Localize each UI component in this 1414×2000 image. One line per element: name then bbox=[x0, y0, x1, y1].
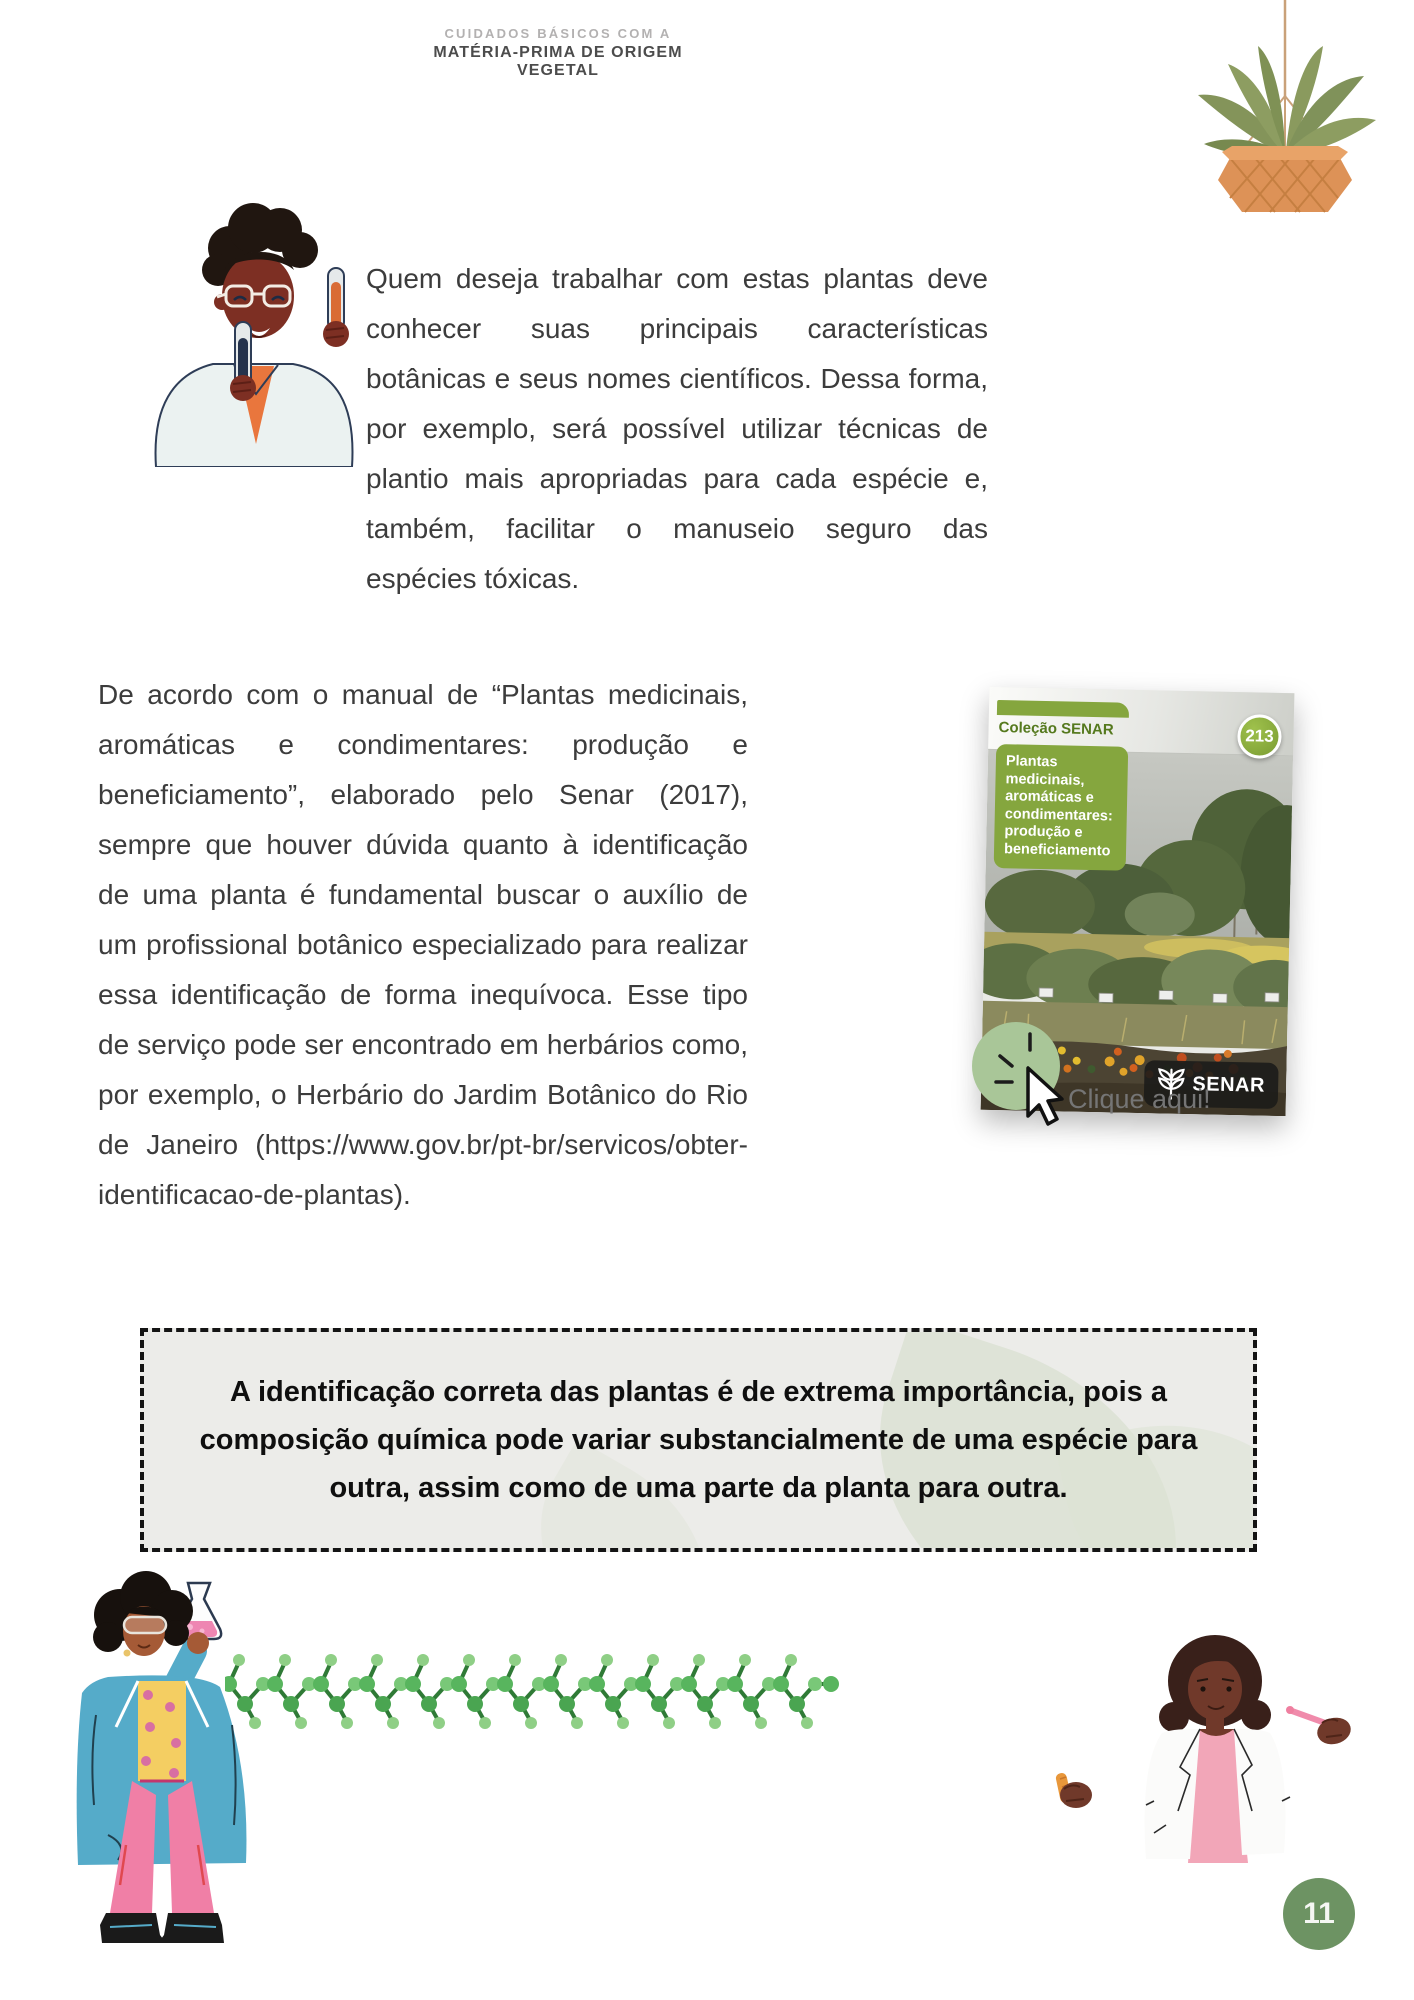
scientist-test-tubes-illustration bbox=[138, 182, 368, 467]
page-number-badge: 11 bbox=[1283, 1878, 1355, 1950]
cover-collection-label: Coleção SENAR bbox=[998, 719, 1114, 739]
intro-paragraph: Quem deseja trabalhar com estas plantas deve conhecer suas principais características botânicas e seus nomes científicos. Dessa forma, por exemplo, será possível utilizar técnicas de plantio mais apropriadas para cada espécie e, também, facilitar o manuseio seguro das espécies tóxicas. bbox=[366, 263, 988, 594]
scientist-pipette-illustration bbox=[1050, 1625, 1370, 1870]
holding-hand bbox=[1055, 1772, 1092, 1808]
cover-title: Plantas medicinais, aromáticas e condimentares: produção e beneficiamento bbox=[994, 744, 1129, 871]
header-kicker: CUIDADOS BÁSICOS COM A bbox=[444, 26, 672, 41]
plant-basket bbox=[1218, 146, 1352, 212]
plant-leaves bbox=[1198, 46, 1376, 157]
header-title: MATÉRIA-PRIMA DE ORIGEM VEGETAL bbox=[433, 44, 683, 79]
callout-box bbox=[140, 1328, 1257, 1552]
cover-issue-badge: 213 bbox=[1237, 714, 1282, 759]
hanging-plant-illustration bbox=[1180, 0, 1395, 215]
cta-clique-aqui[interactable]: Clique aqui! bbox=[1068, 1084, 1211, 1114]
callout-text: A identificação correta das plantas é de extrema importância, pois a composição química pode variar substancialmente de uma espécie para outra, assim como de uma parte da planta para outra. bbox=[199, 1376, 1198, 1504]
page-header bbox=[393, 26, 723, 80]
body-paragraph: De acordo com o manual de “Plantas medicinais, aromáticas e condimentares: produção e beneficiamento”, elaborado pelo Senar (2017), sempre que houver dúvida quanto à identificação de uma planta é fundamental buscar o auxílio de um profissional botânico especializado para realizar essa identificação de forma inequívoca. Esse tipo de serviço pode ser encontrado em herbários como, por exemplo, o Herbário do Jardim Botânico do Rio de Janeiro (https://www.gov.br/pt-br/servicos/obter-identificacao-de-plantas). bbox=[98, 679, 748, 1210]
molecule-chain-illustration bbox=[225, 1642, 845, 1737]
click-icon[interactable] bbox=[970, 1020, 1085, 1132]
scientist-flask-illustration bbox=[48, 1565, 278, 1950]
test-tube-orange bbox=[323, 268, 349, 347]
pipette-hand bbox=[1286, 1706, 1354, 1748]
senar-logo-label: SENAR bbox=[1192, 1072, 1266, 1097]
cover-green-tab bbox=[997, 700, 1129, 718]
